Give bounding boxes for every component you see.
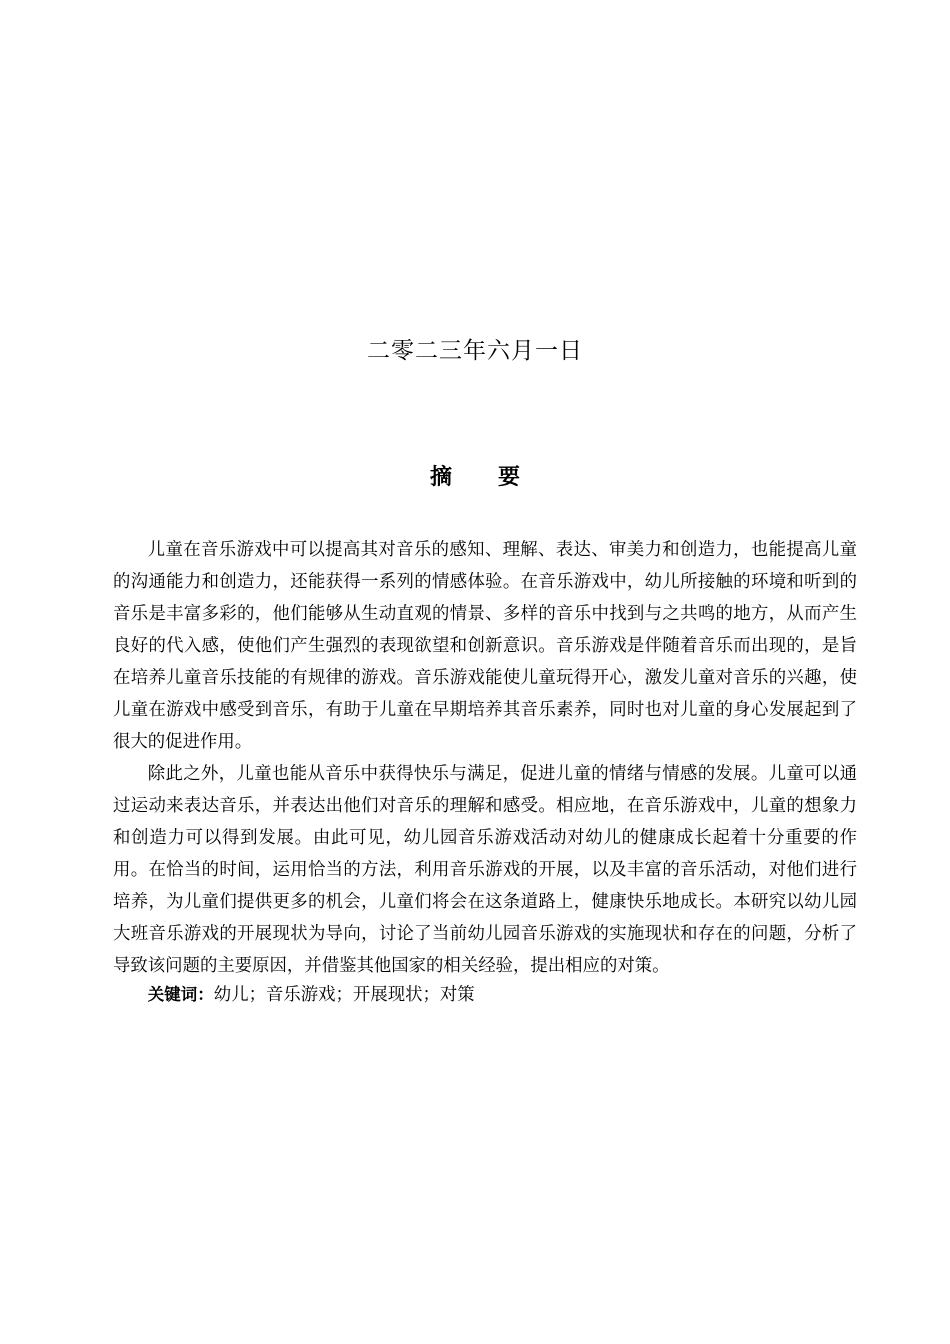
date-line: 二零二三年六月一日 [367, 338, 583, 364]
abstract-body [113, 534, 857, 1008]
keywords-line [113, 982, 857, 1008]
keywords-label: 关键词： [147, 985, 214, 1004]
abstract-heading: 摘要 [429, 465, 566, 490]
abstract-paragraph-2: 除此之外，儿童也能从音乐中获得快乐与满足，促进儿童的情绪与情感的发展。儿童可以通过运动来表达音乐，并表达出他们对音乐的理解和感受。相应地，在音乐游戏中，儿童的想象力和创造力可以得到发展。由此可见，幼儿园音乐游戏活动对幼儿的健康成长起着十分重要的作用。在恰当的时间，运用恰当的方法，利用音乐游戏的开展，以及丰富的音乐活动，对他们进行培养，为儿童们提供更多的机会，儿童们将会在这条道路上，健康快乐地成长。本研究以幼儿园大班音乐游戏的开展现状为导向，讨论了当前幼儿园音乐游戏的实施现状和存在的问题，分析了导致该问题的主要原因，并借鉴其他国家的相关经验，提出相应的对策。 [113, 764, 857, 976]
abstract-paragraph-1: 儿童在音乐游戏中可以提高其对音乐的感知、理解、表达、审美力和创造力，也能提高儿童的沟通能力和创造力，还能获得一系列的情感体验。在音乐游戏中，幼儿所接触的环境和听到的音乐是丰富多彩的，他们能够从生动直观的情景、多样的音乐中找到与之共鸣的地方，从而产生良好的代入感，使他们产生强烈的表现欲望和创新意识。音乐游戏是伴随着音乐而出现的，是旨在培养儿童音乐技能的有规律的游戏。音乐游戏能使儿童玩得开心，激发儿童对音乐的兴趣，使儿童在游戏中感受到音乐，有助于儿童在早期培养其音乐素养，同时也对儿童的身心发展起到了很大的促进作用。 [113, 540, 857, 752]
keywords-value: 幼儿；音乐游戏；开展现状；对策 [213, 985, 475, 1005]
